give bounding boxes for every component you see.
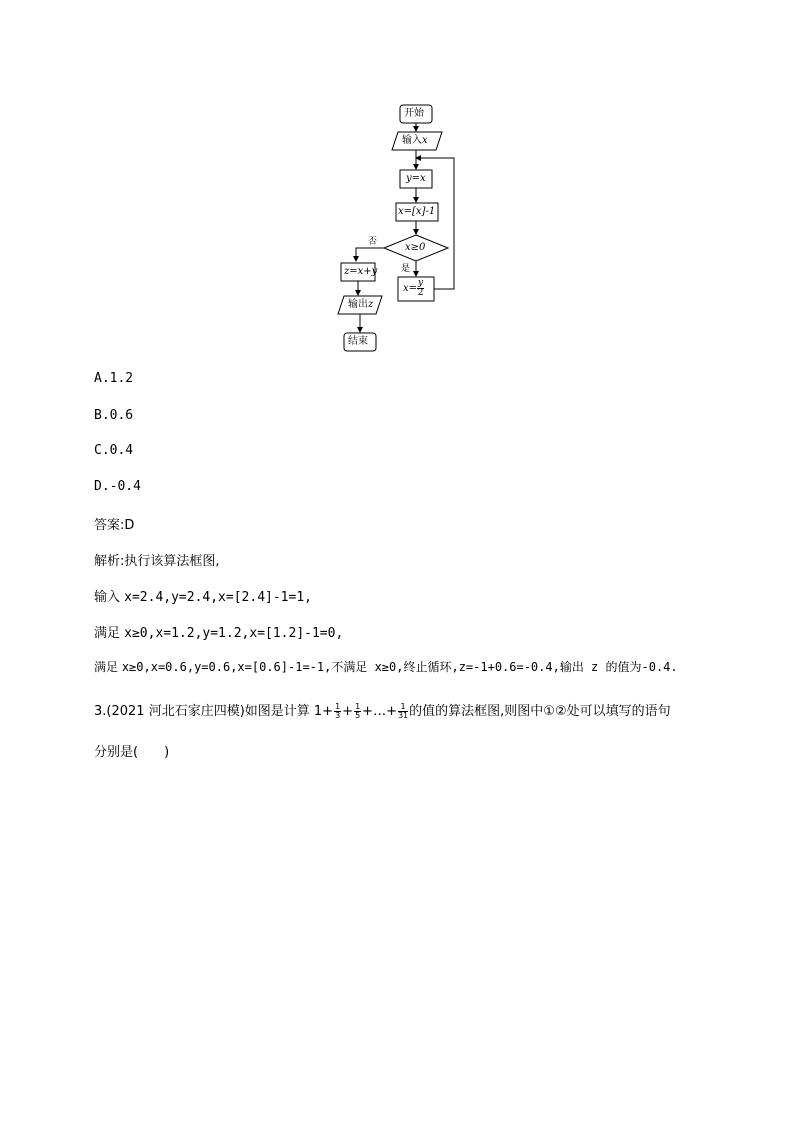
start-label: 开始 [404, 108, 424, 119]
frac1-den: 3 [335, 711, 341, 720]
step3-text: x≥0,x=0.6,y=0.6,x=[0.6]-1=-1,不满足 x≥0,终止循环,z=-1+0.6=-0.4,输出 z 的值为-0.4. [121, 660, 678, 674]
input-text: 输入 [402, 135, 422, 146]
sum-label: z=x+y [344, 266, 378, 277]
step1-prefix: 输入 [94, 590, 125, 605]
flowchart [320, 98, 480, 358]
fraction-1-31 [398, 703, 408, 720]
option-d: D.-0.4 [94, 479, 141, 494]
question3-line1 [94, 700, 671, 720]
solution-intro: 解析:执行该算法框图, [94, 554, 220, 569]
no-label: 否 [368, 237, 378, 247]
floor-label: x=[x]-1 [398, 206, 436, 217]
question-number: 3. [94, 704, 107, 719]
fraction-1-5 [354, 703, 361, 720]
halve-label [403, 279, 424, 298]
step3-prefix: 满足 [94, 660, 122, 674]
yes-label: 是 [401, 264, 411, 274]
answer: 答案:D [94, 518, 135, 533]
frac3-num: 1 [398, 703, 408, 712]
fraction-1-3 [334, 703, 341, 720]
frac2-den: 5 [355, 711, 361, 720]
input-label [402, 135, 428, 147]
plus-sign: + [342, 704, 354, 719]
step2-prefix: 满足 [94, 626, 125, 641]
halve-den: 2 [417, 288, 424, 298]
option-a: A.1.2 [94, 371, 134, 386]
halve-num: y [418, 278, 424, 288]
step1-text: x=2.4,y=2.4,x=[2.4]-1=1, [124, 590, 312, 605]
frac2-num: 1 [355, 702, 361, 711]
halve-lhs: x= [403, 283, 418, 294]
output-label [348, 299, 373, 311]
question-source: (2021 河北石家庄四模) [106, 704, 245, 719]
step2-text: x≥0,x=1.2,y=1.2,x=[1.2]-1=0, [124, 626, 344, 641]
solution-step2 [94, 622, 343, 641]
question-text-before: 如图是计算 1+ [244, 704, 334, 719]
ellipsis: +…+ [362, 704, 397, 719]
option-c: C.0.4 [94, 443, 134, 458]
frac3-den: 31 [397, 711, 409, 720]
solution-step1 [94, 586, 312, 605]
solution-step3 [94, 658, 678, 675]
question3-line2: 分别是( ) [94, 745, 170, 760]
output-var: z [368, 299, 374, 310]
condition-label: x≥0 [405, 242, 426, 253]
option-b: B.0.6 [94, 408, 134, 423]
flowchart-lines [320, 98, 480, 358]
end-label: 结束 [348, 336, 368, 347]
output-text: 输出 [348, 299, 368, 310]
question-text-after: 的值的算法框图,则图中①②处可以填写的语句 [409, 704, 671, 719]
assign-y-label: y=x [406, 173, 426, 184]
frac1-num: 1 [335, 702, 341, 711]
input-var: x [422, 135, 428, 146]
